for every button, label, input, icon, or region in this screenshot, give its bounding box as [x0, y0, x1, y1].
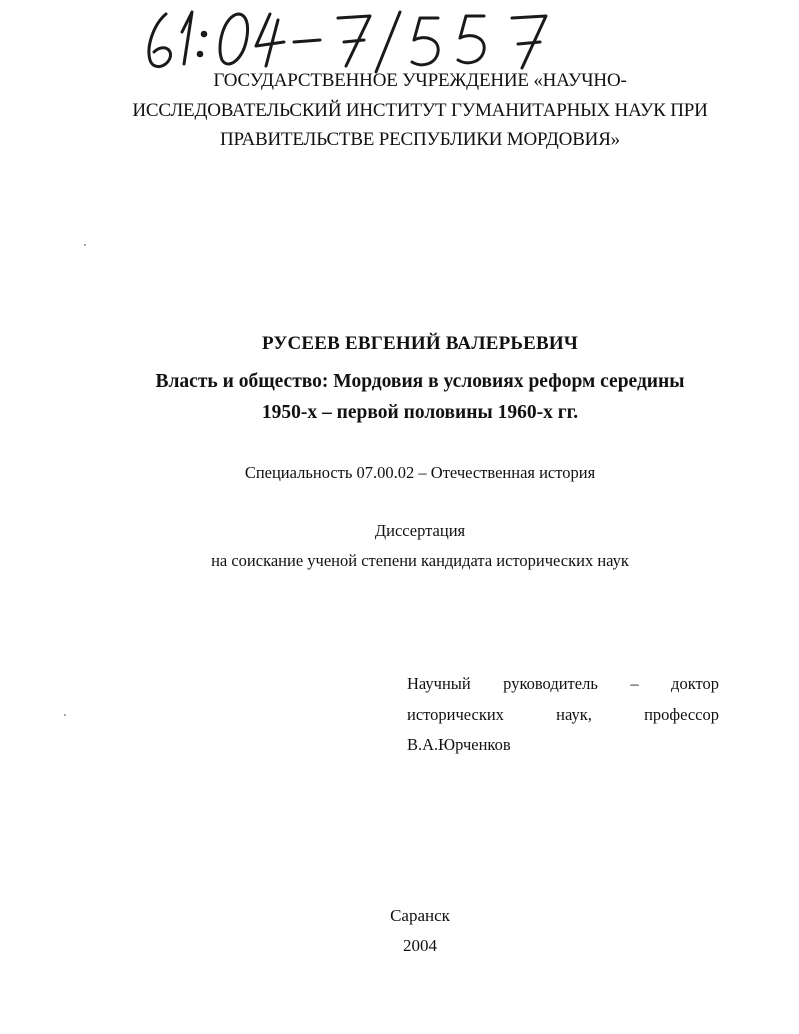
institution-line-3: ПРАВИТЕЛЬСТВЕ РЕСПУБЛИКИ МОРДОВИЯ»: [220, 129, 620, 150]
scan-speck: [64, 714, 66, 716]
supervisor-word: –: [630, 674, 639, 693]
supervisor-block: [407, 669, 719, 761]
supervisor-line-1: [407, 669, 719, 700]
specialty: Специальность 07.00.02 – Отечественная история: [244, 463, 596, 482]
title-line-1: Власть и общество: Мордовия в условиях реформ середины: [155, 371, 685, 392]
dissertation-title: [0, 366, 799, 428]
year: 2004: [403, 936, 437, 955]
institution-line-1: ГОСУДАРСТВЕННОЕ УЧРЕЖДЕНИЕ «НАУЧНО-: [213, 70, 627, 91]
supervisor-word: профессор: [644, 704, 719, 724]
dissertation-type: Диссертация: [374, 521, 466, 540]
supervisor-word: исторических: [407, 704, 504, 724]
supervisor-word: наук,: [556, 704, 592, 724]
scan-speck: [84, 244, 86, 246]
supervisor-name: В.А.Юрченков: [407, 735, 511, 754]
supervisor-line-2: [407, 700, 719, 731]
institution-name: [100, 66, 740, 155]
title-line-2: 1950-х – первой половины 1960-х гг.: [261, 402, 579, 423]
institution-line-2: ИССЛЕДОВАТЕЛЬСКИЙ ИНСТИТУТ ГУМАНИТАРНЫХ НАУК ПРИ: [132, 99, 708, 121]
degree-description: на соискание ученой степени кандидата исторических наук: [211, 551, 629, 570]
supervisor-word: доктор: [671, 674, 719, 693]
supervisor-word: руководитель: [503, 674, 598, 693]
city: Саранск: [390, 906, 450, 925]
supervisor-word: Научный: [407, 674, 471, 693]
author-name: РУСЕЕВ ЕВГЕНИЙ ВАЛЕРЬЕВИЧ: [261, 333, 579, 354]
